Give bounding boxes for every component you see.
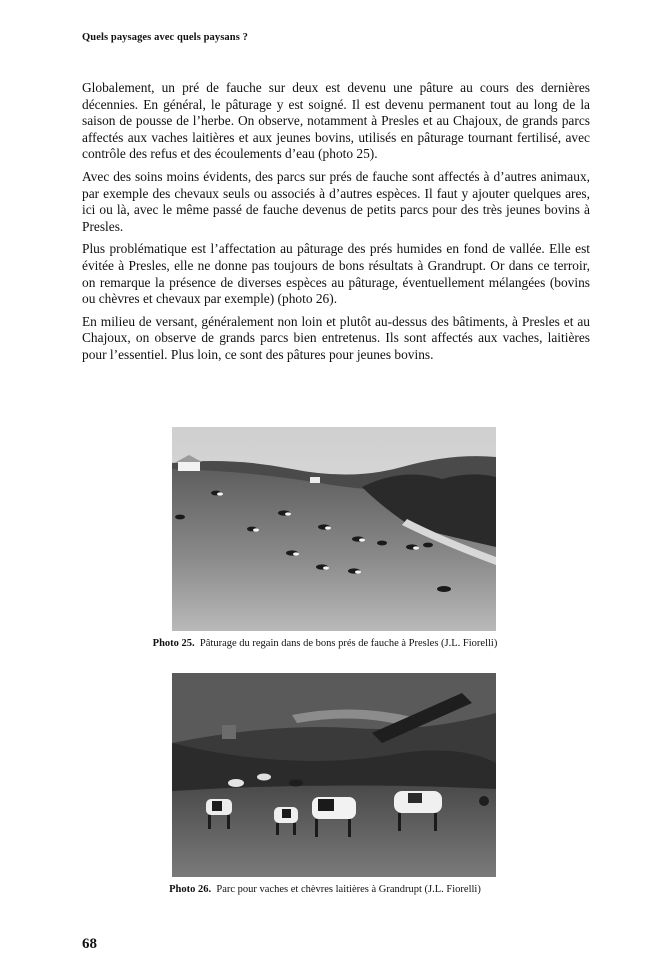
- caption-text: Pâturage du regain dans de bons prés de fauche à Presles (J.L. Fiorelli): [199, 638, 498, 649]
- page-number: 68: [82, 936, 97, 952]
- caption-label: Photo 26.: [169, 884, 212, 895]
- caption-text: Parc pour vaches et chèvres laitières à Grandrupt (J.L. Fiorelli): [216, 884, 481, 895]
- photo-26-pasture: [172, 673, 496, 877]
- photo-25-pasture: [172, 427, 496, 631]
- running-header: Quels paysages avec quels paysans ?: [82, 32, 248, 43]
- paragraph: En milieu de versant, généralement non loin et plutôt au-dessus des bâtiments, à Presles et au Chajoux, on observe de grands parcs bien entretenus. Ils sont affectés aux vaches, laitières pour l’essentiel. Plus loin, ce sont des pâtures pour jeunes bovins.: [82, 313, 590, 362]
- paragraph: Avec des soins moins évidents, des parcs sur prés de fauche sont affectés à d’autres animaux, par exemple des chevaux seuls ou associés à d’autres espèces. Il faut y ajouter quelques ares, ici ou là, avec le même passé de fauche devenus de petits parcs pour des très jeunes bovins à Presles.: [82, 168, 590, 234]
- photo-25-caption: [0, 638, 650, 649]
- caption-label: Photo 25.: [152, 638, 195, 649]
- photo-26-caption: [0, 884, 650, 895]
- paragraph: Globalement, un pré de fauche sur deux est devenu une pâture au cours des dernières décennies. En général, le pâturage y est soigné. Il est devenu permanent tout au long de la saison de pousse de l’herbe. On observe, notamment à Presles et au Chajoux, de grands parcs affectés aux vaches laitières et aux jeunes bovins, utilisés en pâturage tournant fertilisé, avec contrôle des refus et des écoulements d’eau (photo 25).: [82, 80, 590, 162]
- body-text: [82, 80, 590, 370]
- paragraph: Plus problématique est l’affectation au pâturage des prés humides en fond de vallée. Elle est évitée à Presles, elle ne donne pas toujours de bons résultats à Grandrupt. Or dans ce terroir, on remarque la présence de diverses espèces au pâturage, éventuellement mélangées (bovins ou chèvres et chevaux par exemple) (photo 26).: [82, 241, 590, 307]
